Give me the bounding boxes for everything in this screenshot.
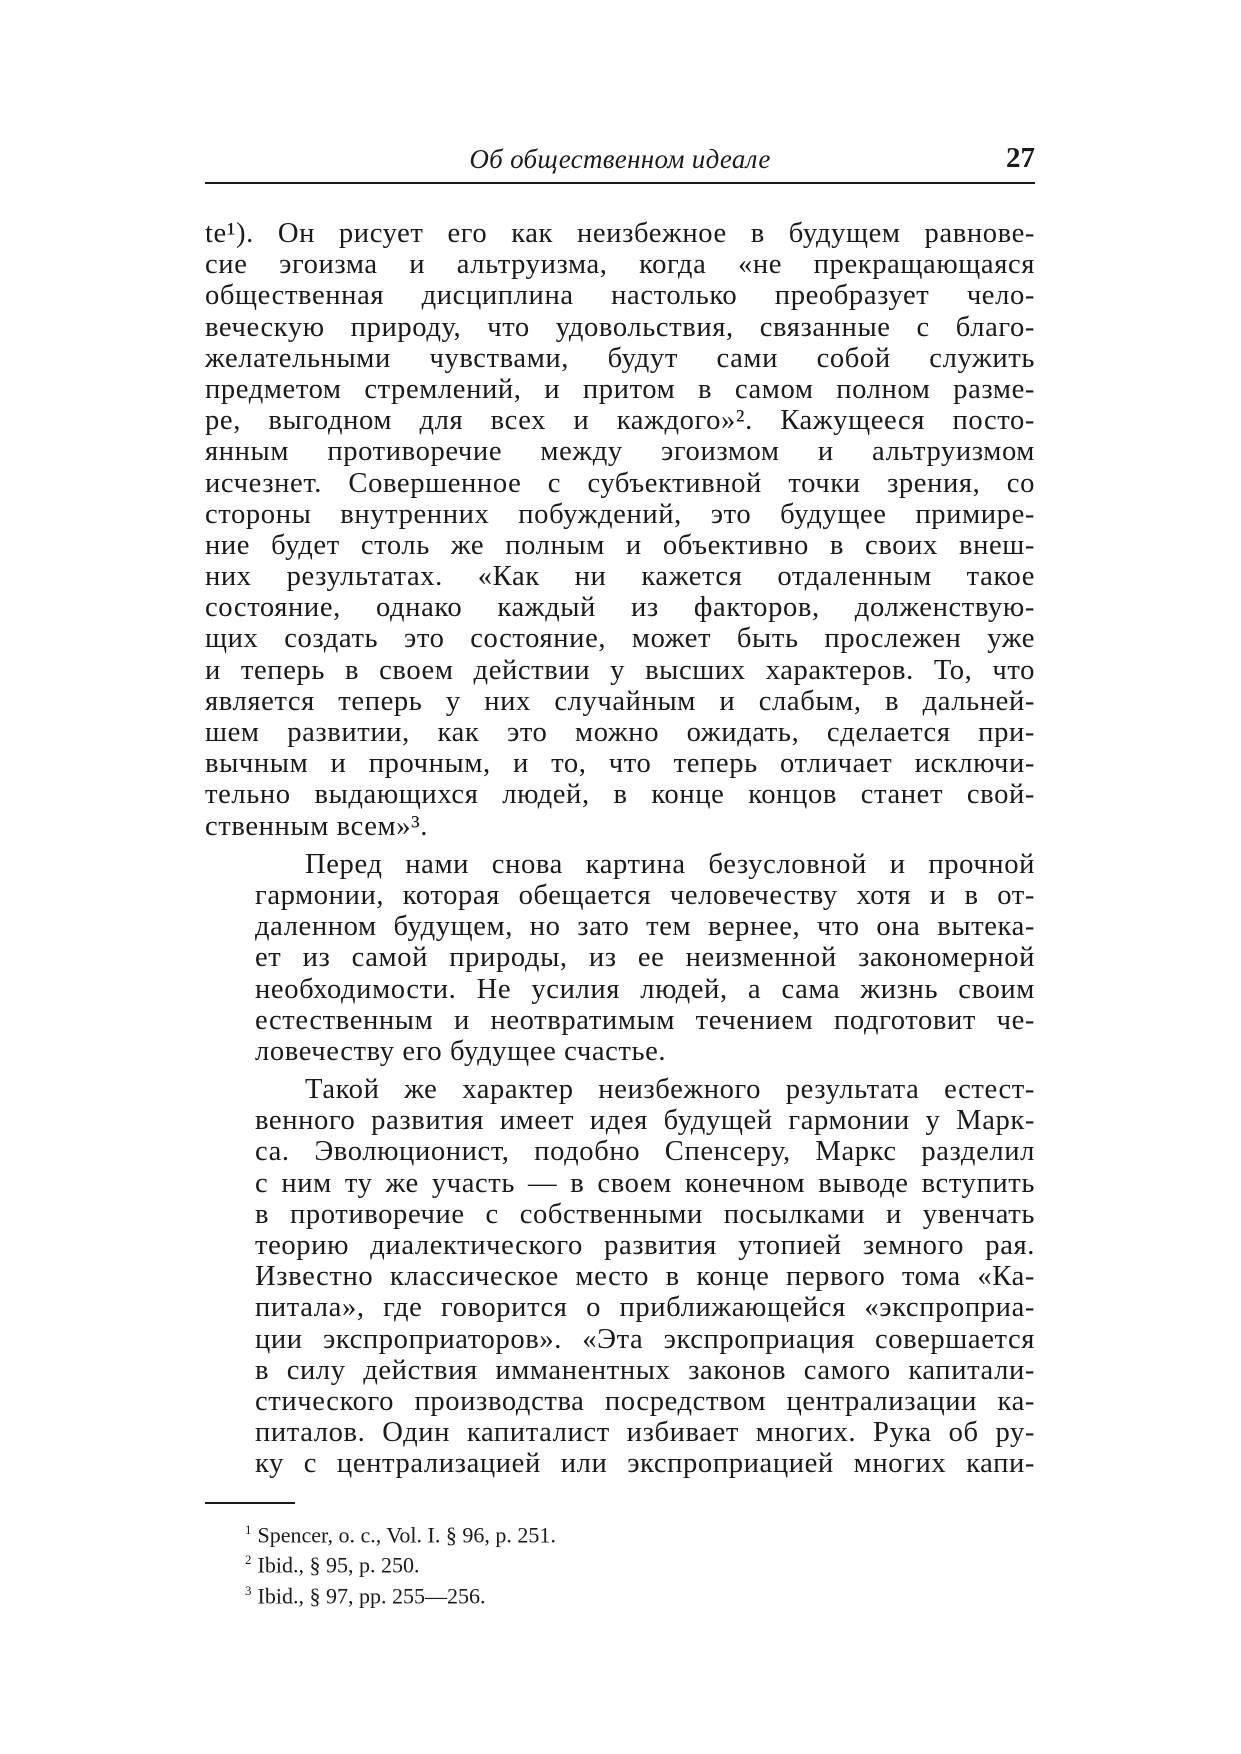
- text-line: общественная дисциплина настолько преобразует чело-: [205, 280, 1035, 312]
- text-line: них результатах. «Как ни кажется отдаленным такое: [205, 561, 1035, 593]
- footnote-mark: 3: [245, 1582, 252, 1598]
- footnote-1: [245, 1517, 945, 1547]
- page-number: 27: [1006, 142, 1035, 174]
- text-line: гармонии, которая обещается человечеству хотя и в от-: [255, 879, 1035, 911]
- text-line: теорию диалектического развития утопией земного рая.: [255, 1230, 1035, 1261]
- text-line: предметом стремлений, и притом в самом полном разме-: [205, 373, 1035, 405]
- text-line: стороны внутренних побуждений, это будущее примире-: [205, 498, 1035, 530]
- text-line: необходимости. Не усилия людей, а сама жизнь своим: [255, 973, 1035, 1005]
- text-line: Такой же характер неизбежного результата естест-: [305, 1074, 1035, 1106]
- text-line: сие эгоизма и альтруизма, когда «не прекращающаяся: [205, 249, 1035, 281]
- footnotes: [245, 1517, 945, 1608]
- text-line: ственным всем»³.: [205, 810, 429, 842]
- footnote-text: Ibid., § 95, p. 250.: [257, 1552, 420, 1578]
- text-line: ет из самой природы, из ее неизменной закономерной: [255, 942, 1035, 974]
- text-line: ре, выгодном для всех и каждого»². Кажущееся посто-: [205, 405, 1035, 437]
- text-line: ние будет столь же полным и объективно в своих внеш-: [205, 529, 1035, 561]
- text-line: естественным и неотвратимым течением подготовит че-: [255, 1004, 1035, 1036]
- running-title: Об общественном идеале: [469, 144, 771, 174]
- text-line: с ним ту же участь — в своем конечном выводе вступить: [255, 1167, 1035, 1199]
- body-text: [205, 218, 1035, 1480]
- text-line: ловечеству его будущее счастье.: [255, 1035, 667, 1067]
- text-line: веческую природу, что удовольствия, связанные с благо-: [205, 311, 1035, 343]
- text-line: в силу действия имманентных законов самого капитали-: [255, 1354, 1035, 1386]
- text-line: желательными чувствами, будут сами собой служить: [205, 342, 1035, 374]
- paragraph-2: [205, 849, 1035, 1067]
- text-line: ку с централизацией или экспроприацией многих капи-: [255, 1448, 1035, 1480]
- text-line: стического производства посредством централизации ка-: [255, 1385, 1035, 1417]
- footnote-2: [245, 1547, 945, 1577]
- text-line: ции экспроприаторов». «Эта экспроприация совершается: [255, 1323, 1035, 1355]
- footnote-3: [245, 1578, 945, 1608]
- text-line: исчезнет. Совершенное с субъективной точки зрения, со: [205, 467, 1035, 499]
- paragraph-3: [205, 1074, 1035, 1479]
- footnote-text: Ibid., § 97, pp. 255—256.: [257, 1582, 486, 1608]
- text-line: является теперь у них случайным и слабым, в дальней-: [205, 685, 1035, 717]
- footnote-rule: [205, 1502, 295, 1504]
- footnote-text: Spencer, o. c., Vol. I. § 96, p. 251.: [257, 1522, 556, 1548]
- text-line: вычным и прочным, и то, что теперь отличает исключи-: [205, 748, 1035, 780]
- text-line: тельно выдающихся людей, в конце концов станет свой-: [205, 779, 1035, 811]
- text-line: состояние, однако каждый из факторов, долженствую-: [205, 592, 1035, 624]
- text-line: даленном будущем, но зато тем вернее, что она вытека-: [255, 911, 1035, 943]
- text-line: в противоречие с собственными посылками и увенчать: [255, 1198, 1035, 1230]
- text-line: Перед нами снова картина безусловной и прочной: [305, 848, 1035, 880]
- page-header: [205, 138, 1035, 180]
- footnote-mark: 2: [245, 1552, 252, 1568]
- text-line: щих создать это состояние, может быть прослежен уже: [205, 623, 1035, 655]
- text-line: янным противоречие между эгоизмом и альтруизмом: [205, 436, 1035, 468]
- paragraph-1: [205, 218, 1035, 842]
- text-line: питала», где говорится о приближающейся «экспроприа-: [255, 1292, 1035, 1324]
- text-line: шем развитии, как это можно ожидать, сделается при-: [205, 717, 1035, 748]
- text-line: венного развития имеет идея будущей гармонии у Марк-: [255, 1105, 1035, 1137]
- text-line: питалов. Один капиталист избивает многих. Рука об ру-: [255, 1417, 1035, 1449]
- text-line: Известно классическое место в конце первого тома «Ка-: [255, 1261, 1035, 1293]
- footnote-mark: 1: [245, 1522, 252, 1537]
- text-line: и теперь в своем действии у высших характеров. То, что: [205, 654, 1035, 686]
- text-line: са. Эволюционист, подобно Спенсеру, Маркс разделил: [255, 1136, 1035, 1168]
- header-rule: [205, 182, 1035, 184]
- text-line: te¹). Он рисует его как неизбежное в будущем равнове-: [205, 218, 1035, 249]
